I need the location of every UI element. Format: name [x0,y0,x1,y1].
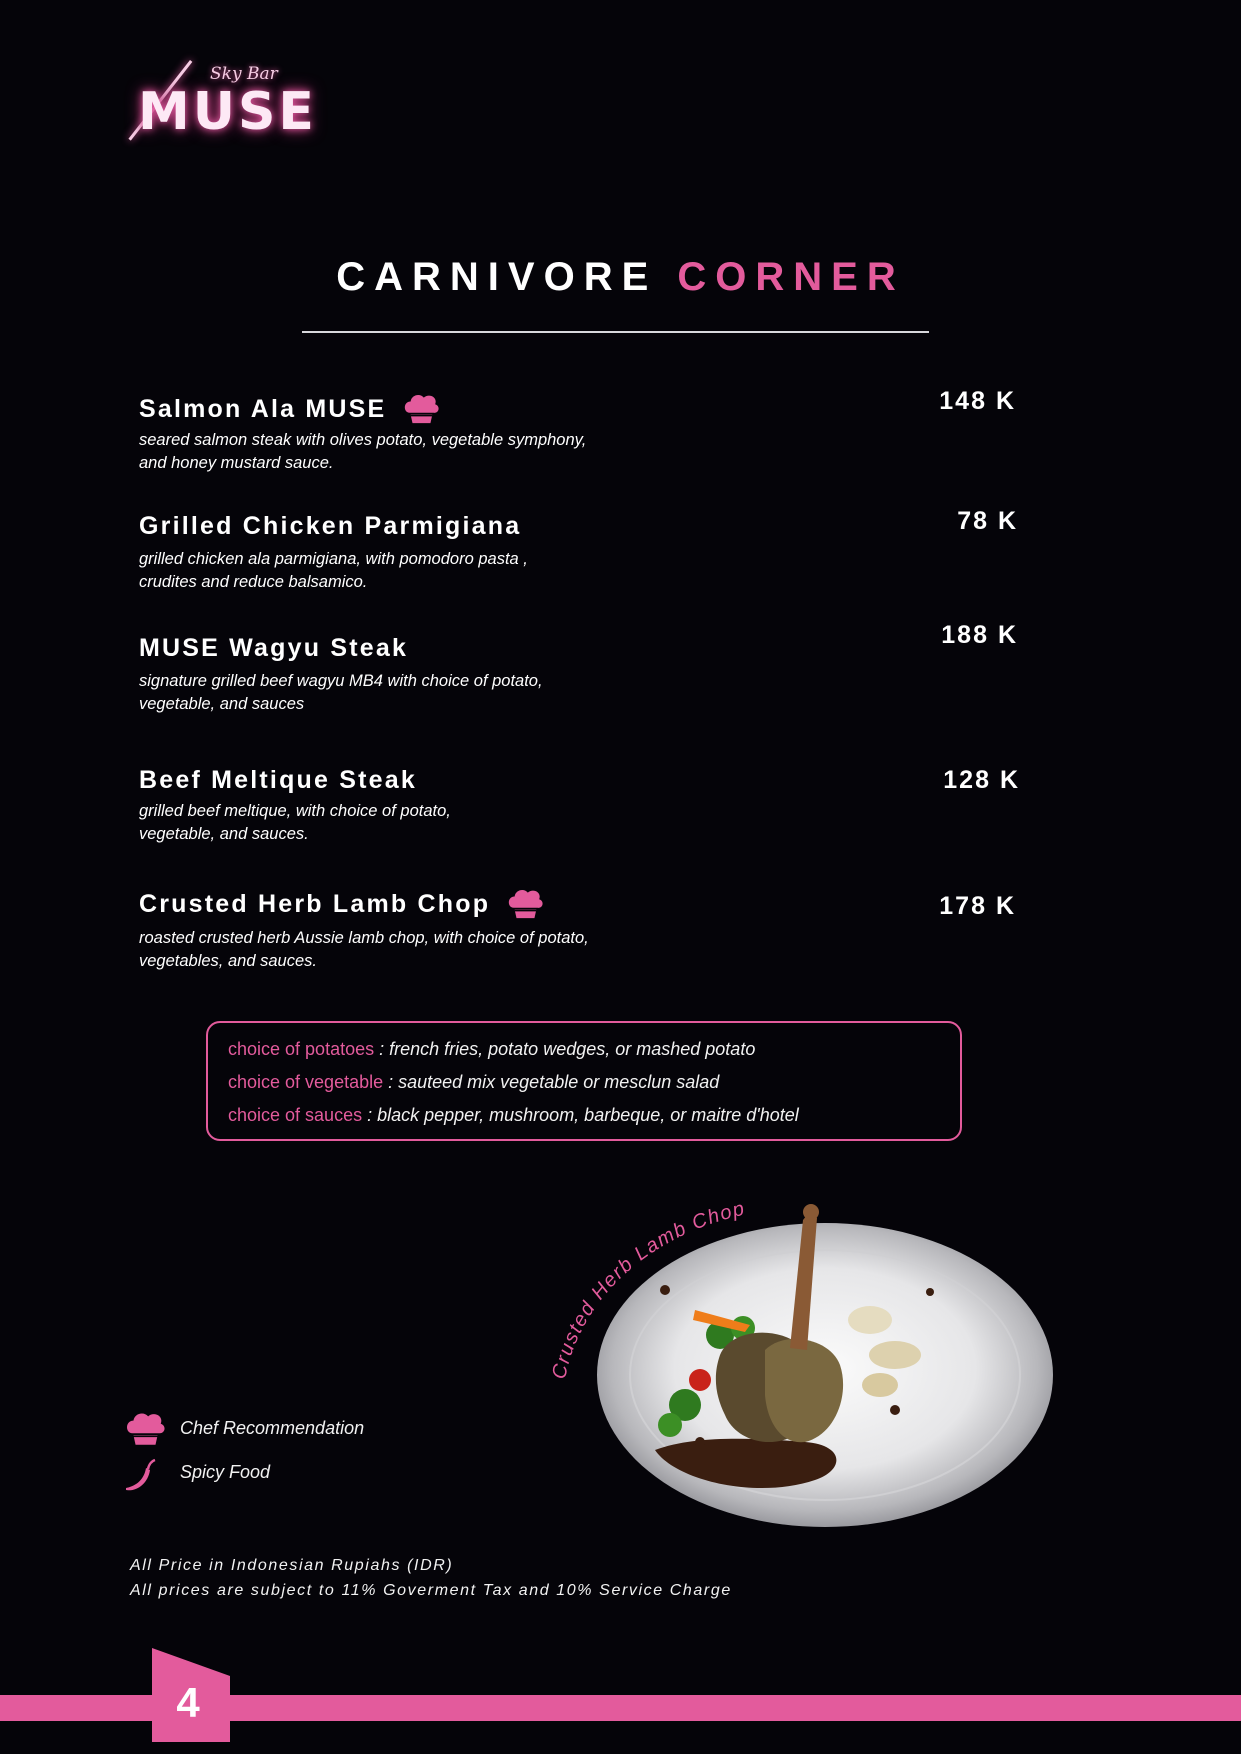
price-notes [130,1553,732,1603]
menu-item-0-desc-1: seared salmon steak with olives potato, vegetable symphony, [139,431,587,449]
option-vegetable [228,1066,940,1099]
menu-item-desc [139,800,759,846]
menu-item-1-name: Grilled Chicken Parmigiana [139,512,522,540]
option-value: : french fries, potato wedges, or mashed potato [374,1039,756,1059]
menu-item-0-desc-2: and honey mustard sauce. [139,454,334,472]
option-value: : black pepper, mushroom, barbeque, or maitre d'hotel [362,1105,799,1125]
menu-item-3-price: 128 K [943,766,1020,794]
title-divider [302,331,929,333]
menu-item-3-desc-1: grilled beef meltique, with choice of potato, [139,802,451,820]
logo-sub-text: Sky Bar [210,64,278,84]
option-value: : sauteed mix vegetable or mesclun salad [383,1072,720,1092]
options-box [206,1021,962,1141]
plate-caption: Crusted Herb Lamb Chop [548,1197,748,1382]
menu-item-desc [139,927,759,973]
legend-spicy-label: Spicy Food [180,1462,271,1482]
title-part-2: CORNER [677,255,905,299]
page-title [0,252,1241,302]
menu-item-desc [139,670,759,716]
option-key: choice of potatoes [228,1039,375,1059]
menu-item-1-desc-2: crudites and reduce balsamico. [139,573,368,591]
menu-item-1-price: 78 K [957,507,1018,535]
menu-item-name [139,887,544,921]
title-part-1: CARNIVORE [336,255,658,299]
lamb-chop-plate-image [545,1180,1055,1545]
menu-item-name [139,392,440,426]
menu-item-4-price: 178 K [939,892,1016,920]
chef-hat-icon [506,887,544,921]
option-potatoes [228,1033,940,1066]
menu-item-2-desc-1: signature grilled beef wagyu MB4 with choice of potato, [139,672,543,690]
option-key: choice of sauces [228,1105,363,1125]
menu-item-2-desc-2: vegetable, and sauces [139,695,305,713]
price-note-1: All Price in Indonesian Rupiahs (IDR) [130,1557,454,1574]
option-sauces [228,1099,940,1132]
menu-item-3-desc-2: vegetable, and sauces. [139,825,309,843]
menu-item-desc [139,548,759,594]
logo-main-text: MUSE [138,82,317,142]
price-note-2: All prices are subject to 11% Goverment Tax and 10% Service Charge [130,1582,732,1599]
menu-item-2-price: 188 K [941,621,1018,649]
chili-pepper-icon [122,1458,158,1494]
menu-item-4-desc-1: roasted crusted herb Aussie lamb chop, with choice of potato, [139,929,589,947]
menu-item-desc [139,429,759,475]
page-number: 4 [176,1679,200,1726]
menu-item-0-name: Salmon Ala MUSE [139,395,387,423]
menu-item-3-name: Beef Meltique Steak [139,766,417,794]
chef-hat-icon [124,1410,166,1448]
menu-item-4-desc-2: vegetables, and sauces. [139,952,317,970]
menu-item-1-desc-1: grilled chicken ala parmigiana, with pomodoro pasta , [139,550,528,568]
menu-item-2-name: MUSE Wagyu Steak [139,634,409,662]
menu-item-0-price: 148 K [939,387,1016,415]
chef-hat-icon [402,392,440,426]
option-key: choice of vegetable [228,1072,384,1092]
menu-item-4-name: Crusted Herb Lamb Chop [139,890,491,918]
muse-logo [130,58,317,153]
legend-chef-label: Chef Recommendation [180,1418,365,1438]
